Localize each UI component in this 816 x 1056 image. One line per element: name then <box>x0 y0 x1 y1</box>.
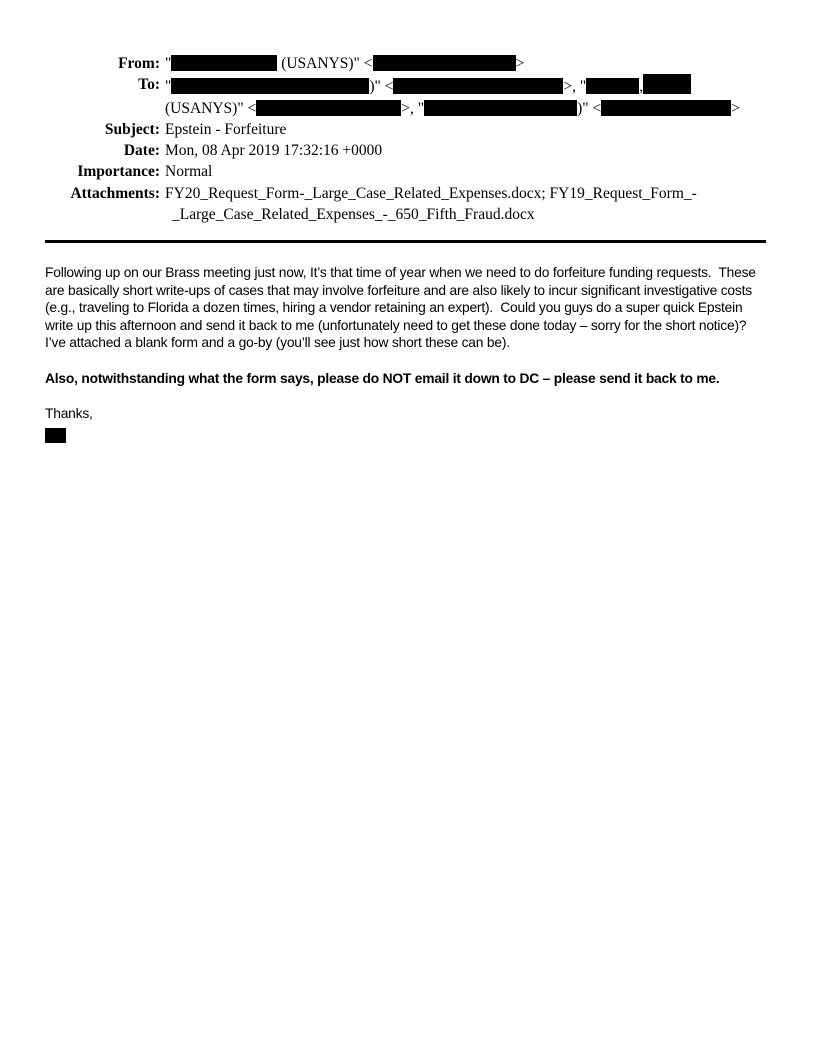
text-line <box>45 299 816 317</box>
text-line <box>165 119 816 140</box>
attachments-label: Attachments: <box>70 184 160 202</box>
redaction-box <box>393 78 563 94</box>
text-segment: Epstein - Forfeiture <box>165 120 287 138</box>
header-field-attachments <box>42 183 816 226</box>
importance-value <box>160 161 816 182</box>
to-label: To: <box>138 76 160 94</box>
text-segment: >, " <box>401 99 425 117</box>
text-line <box>165 204 816 225</box>
text-segment: , <box>639 78 644 96</box>
header-field-to <box>42 74 816 119</box>
text-segment: " <box>165 55 172 72</box>
text-line <box>45 334 816 352</box>
redaction-box <box>171 78 369 94</box>
header-field-from <box>42 53 816 74</box>
text-segment: FY20_Request_Form-_Large_Case_Related_Expenses.docx; FY19_Request_Form_- <box>165 184 697 202</box>
text-line <box>165 53 816 74</box>
text-line <box>45 370 816 388</box>
text-line <box>165 98 816 119</box>
text-segment: (USANYS)" < <box>277 55 373 72</box>
text-line <box>45 264 816 282</box>
text-line <box>165 183 816 204</box>
text-segment: (e.g., traveling to Florida a dozen times, hiring a vendor retaining an expert). Could you guys do a super quick Epstein <box>45 300 743 316</box>
text-segment: >, " <box>563 78 587 96</box>
text-line <box>165 74 816 97</box>
date-value <box>160 140 816 161</box>
text-segment: are basically short write-ups of cases that may involve forfeiture and are also likely to incur significant investigative costs <box>45 282 752 298</box>
from-label: From: <box>118 55 160 72</box>
text-segment: )" < <box>577 99 602 117</box>
header-divider-rule <box>45 240 766 243</box>
to-value <box>160 74 816 119</box>
body-paragraph-2-bold <box>45 370 816 388</box>
text-line <box>45 317 816 335</box>
attachments-value <box>160 183 816 226</box>
text-segment: Normal <box>165 163 213 181</box>
text-segment: Also, notwithstanding what the form says, please do NOT email it down to DC – please send it back to me. <box>45 370 720 386</box>
subject-label: Subject: <box>104 120 160 138</box>
from-value <box>160 53 816 74</box>
body-paragraph-1 <box>45 264 816 352</box>
importance-label: Importance: <box>77 163 160 181</box>
text-line <box>45 282 816 300</box>
text-line <box>165 161 816 182</box>
redaction-box <box>643 74 691 94</box>
email-body <box>45 264 816 443</box>
text-segment: Thanks, <box>45 406 93 422</box>
header-field-date <box>42 140 816 161</box>
text-segment: " <box>165 78 172 96</box>
redaction-box <box>586 78 639 94</box>
text-segment: > <box>731 99 740 117</box>
text-segment: > <box>515 55 525 72</box>
closing-line <box>45 405 816 423</box>
text-segment: Mon, 08 Apr 2019 17:32:16 +0000 <box>165 142 383 160</box>
text-line <box>165 140 816 161</box>
text-segment: I’ve attached a blank form and a go-by (you’ll see just how short these can be). <box>45 335 510 351</box>
header-field-subject <box>42 119 816 140</box>
text-segment: Following up on our Brass meeting just now, It’s that time of year when we need to do forfeiture funding requests. These <box>45 265 756 281</box>
text-segment: (USANYS)" < <box>165 99 257 117</box>
date-label: Date: <box>123 142 160 160</box>
redaction-box <box>256 100 401 116</box>
redaction-box <box>373 55 516 71</box>
text-segment: write up this afternoon and send it back to me (unfortunately need to get these done today – sorry for the short notice)? <box>45 317 747 333</box>
text-segment: _Large_Case_Related_Expenses_-_650_Fifth_Fraud.docx <box>172 206 535 224</box>
email-header <box>42 0 816 225</box>
subject-value <box>160 119 816 140</box>
header-field-importance <box>42 161 816 182</box>
text-line <box>45 405 816 423</box>
redaction-box <box>424 100 577 116</box>
signature-redaction-box <box>45 428 66 443</box>
redaction-box <box>171 55 277 71</box>
redaction-box <box>601 100 731 116</box>
text-segment: )" < <box>369 78 394 96</box>
